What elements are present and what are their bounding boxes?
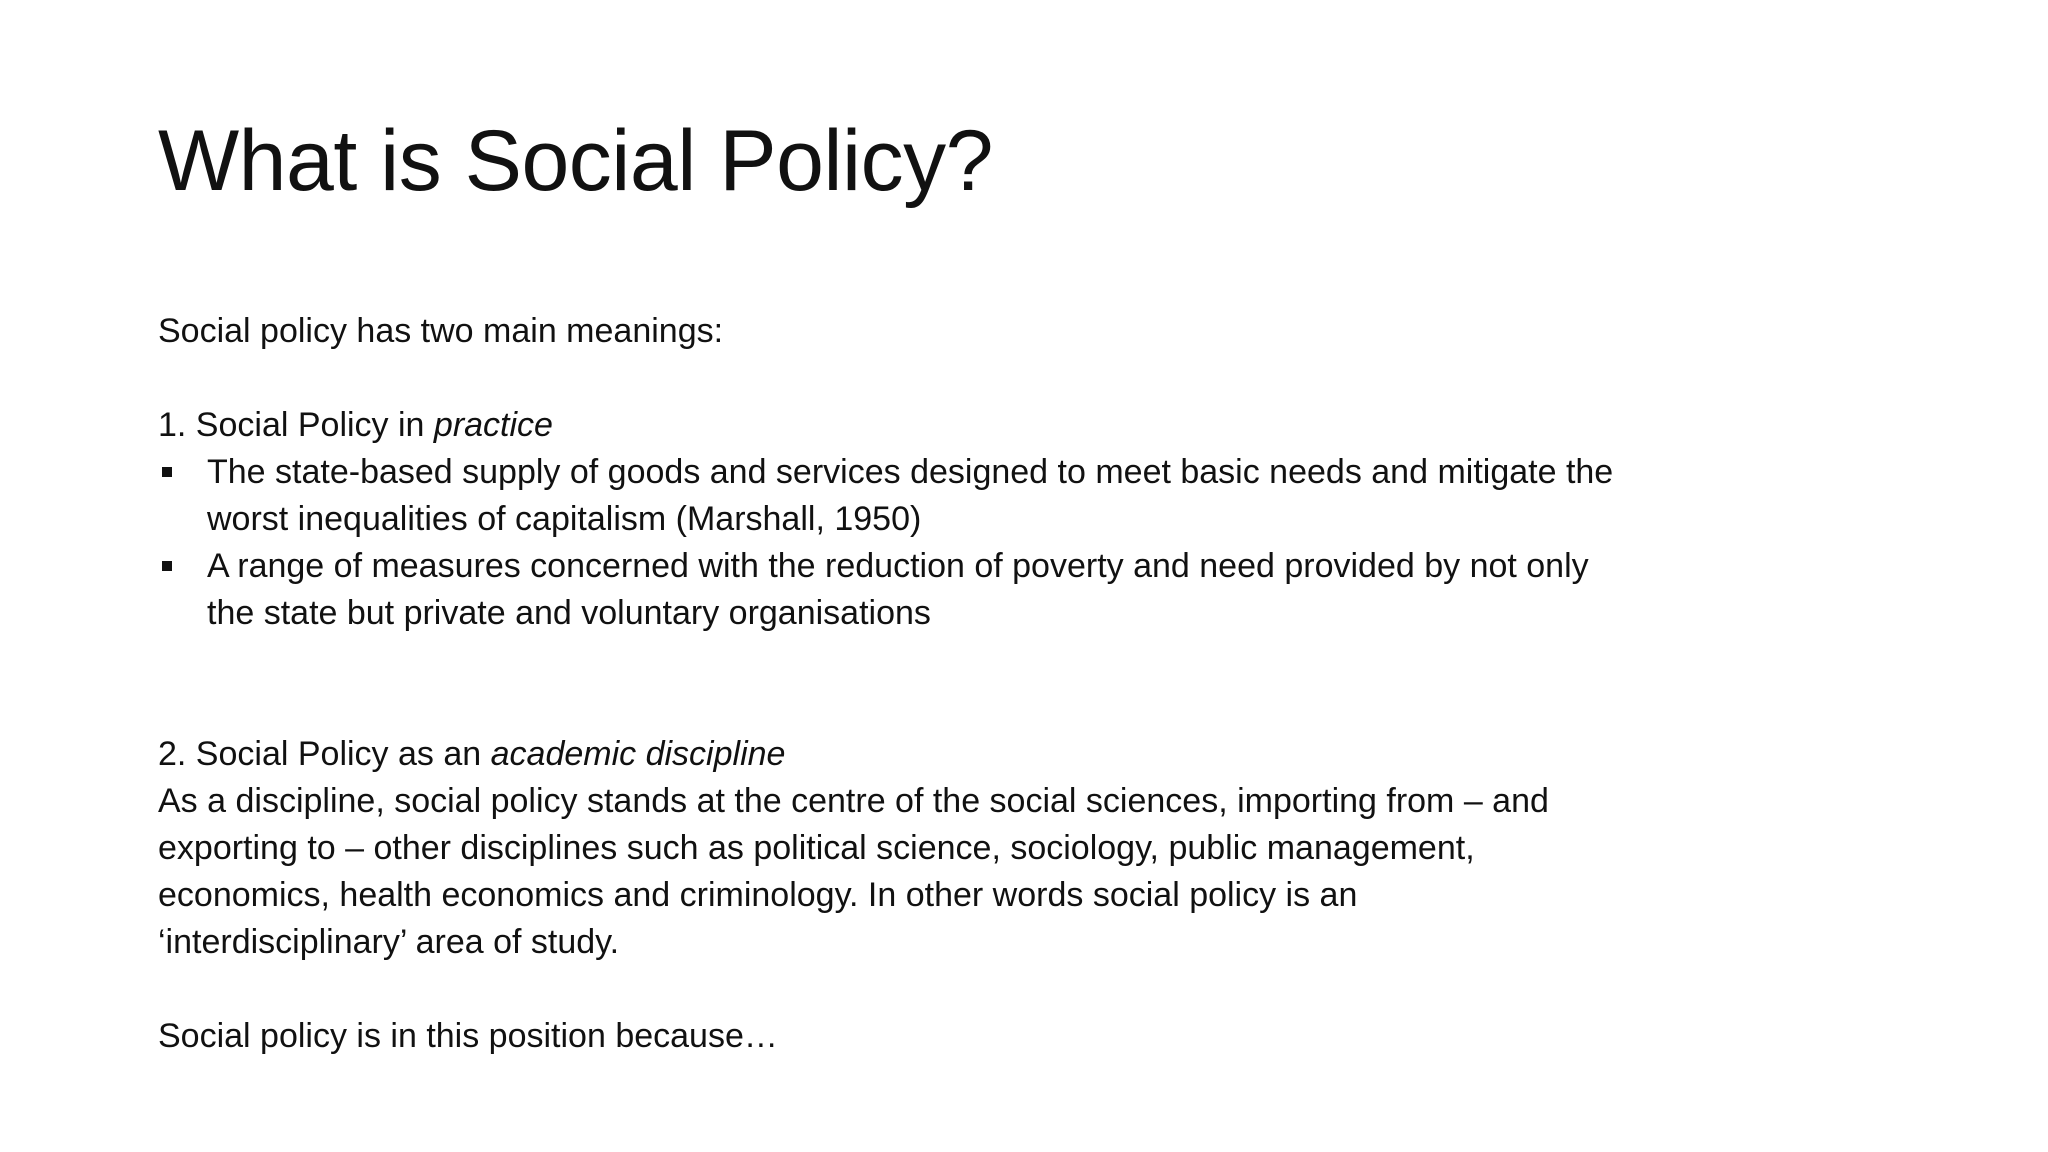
spacer: [158, 637, 1758, 731]
slide-title: What is Social Policy?: [158, 113, 993, 209]
closing-text: Social policy is in this position because…: [158, 1017, 778, 1055]
square-bullet-icon: [162, 467, 172, 477]
section-2-paragraph-line: ‘interdisciplinary’ area of study.: [158, 923, 620, 961]
section-1-heading-emphasis: practice: [433, 406, 553, 444]
section-1-heading: [158, 402, 1758, 449]
intro-text: Social policy has two main meanings:: [158, 312, 724, 350]
section-2-heading: [158, 731, 1758, 778]
bullet-line: worst inequalities of capitalism (Marshall, 1950): [207, 500, 922, 538]
bullet-item: [158, 543, 1758, 637]
spacer: [158, 966, 1758, 1013]
section-2-paragraph-line: exporting to – other disciplines such as political science, sociology, public management,: [158, 829, 1475, 867]
spacer: [158, 355, 1758, 402]
section-2-heading-prefix: 2. Social Policy as an: [158, 735, 491, 773]
section-1-bullet-list: [158, 449, 1758, 637]
square-bullet-icon: [162, 561, 172, 571]
section-2-heading-emphasis: academic discipline: [490, 735, 786, 773]
section-2-paragraph-line: As a discipline, social policy stands at the centre of the social sciences, importing from – and: [158, 782, 1549, 820]
bullet-line: the state but private and voluntary organisations: [207, 594, 931, 632]
bullet-item: [158, 449, 1758, 543]
bullet-line: The state-based supply of goods and services designed to meet basic needs and mitigate the: [207, 453, 1614, 491]
slide-body: [158, 308, 1758, 1060]
section-1-heading-prefix: 1. Social Policy in: [158, 406, 434, 444]
section-2-paragraph-line: economics, health economics and criminology. In other words social policy is an: [158, 876, 1358, 914]
bullet-line: A range of measures concerned with the reduction of poverty and need provided by not only: [207, 547, 1589, 585]
